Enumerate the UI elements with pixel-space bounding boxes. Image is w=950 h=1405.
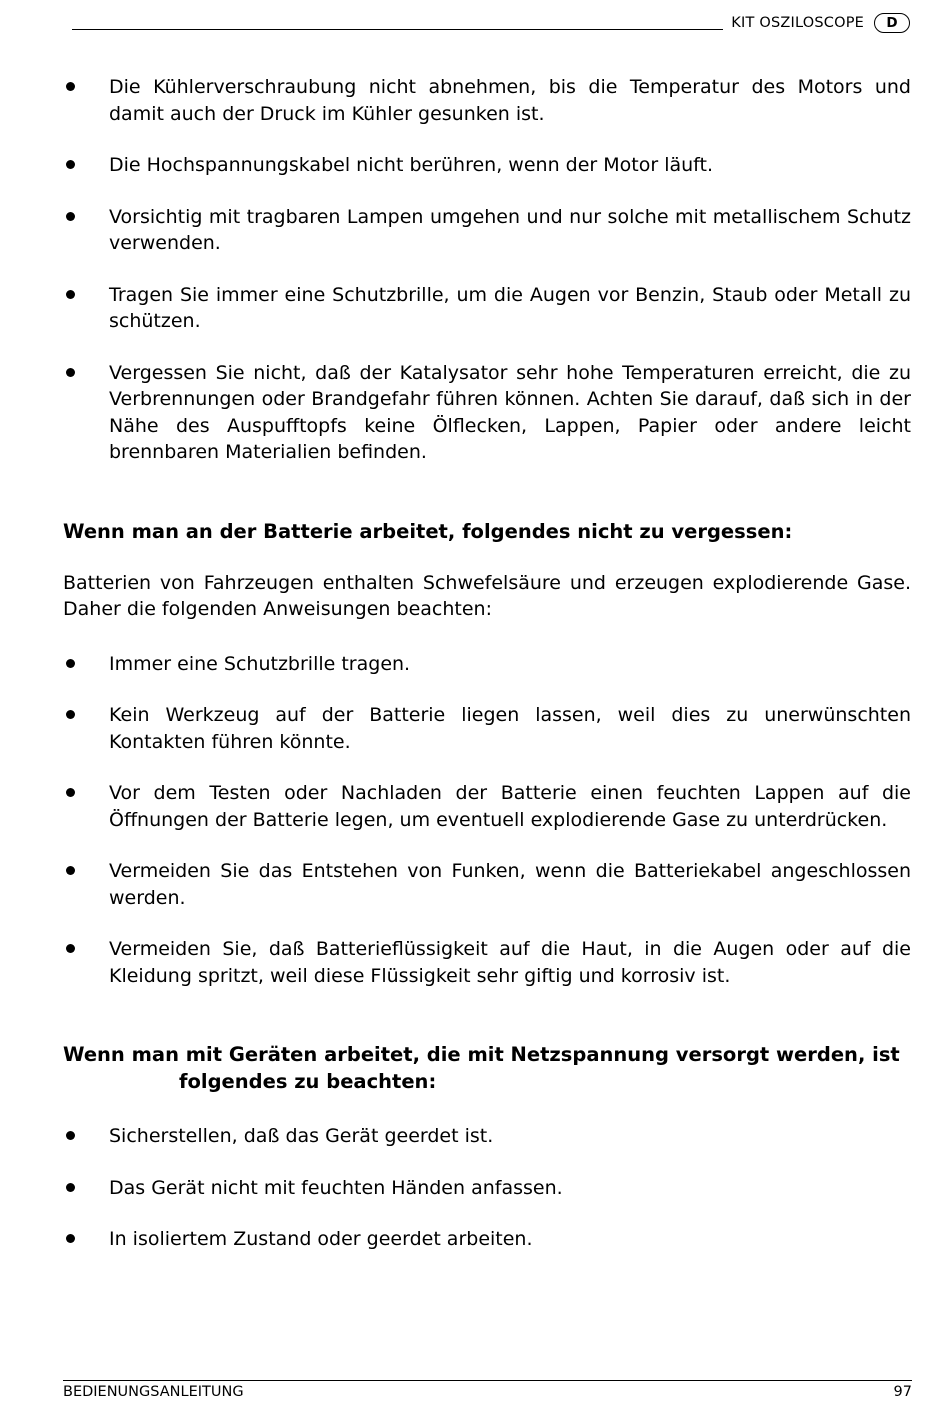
bullet-icon	[66, 368, 75, 377]
mains-heading-line1: Wenn man mit Geräten arbeitet, die mit Netzspannung versorgt werden, ist	[63, 1043, 900, 1066]
safety-list-general	[63, 74, 911, 466]
list-item-text: Vermeiden Sie das Entstehen von Funken, wenn die Batteriekabel angeschlossen werden.	[109, 860, 911, 909]
mains-section-heading	[63, 1041, 911, 1095]
list-item	[63, 282, 911, 335]
list-item	[63, 1226, 911, 1253]
list-item	[63, 651, 911, 678]
list-item	[63, 1123, 911, 1150]
header-rule	[72, 29, 723, 30]
list-item-text: Vor dem Testen oder Nachladen der Batterie einen feuchten Lappen auf die Öffnungen der Batterie legen, um eventuell explodierende Gase zu unterdrücken.	[109, 782, 911, 831]
list-item	[63, 204, 911, 257]
list-item-text: Vergessen Sie nicht, daß der Katalysator sehr hohe Temperaturen erreicht, die zu Verbrennungen oder Brandgefahr führen können. Achten Sie darauf, daß sich in der Nähe des Auspufftopfs keine Ölflecken, Lappen, Papier oder andere leicht brennbaren Materialien befinden.	[109, 361, 911, 463]
bullet-icon	[66, 944, 75, 953]
header-title: KIT OSZILOSCOPE	[731, 15, 864, 31]
list-item-text: Kein Werkzeug auf der Batterie liegen lassen, weil dies zu unerwünschten Kontakten führen könnte.	[109, 704, 911, 753]
list-item	[63, 1175, 911, 1202]
page-content	[63, 74, 911, 1253]
list-item-text: Immer eine Schutzbrille tragen.	[109, 652, 411, 675]
list-item-text: Das Gerät nicht mit feuchten Händen anfassen.	[109, 1176, 563, 1199]
list-item-text: Die Kühlerverschraubung nicht abnehmen, bis die Temperatur des Motors und damit auch der Druck im Kühler gesunken ist.	[109, 76, 911, 125]
safety-list-mains	[63, 1123, 911, 1253]
list-item	[63, 74, 911, 127]
bullet-icon	[66, 1183, 75, 1192]
battery-intro-paragraph: Batterien von Fahrzeugen enthalten Schwefelsäure und erzeugen explodierende Gase. Daher die folgenden Anweisungen beachten:	[63, 571, 911, 620]
bullet-icon	[66, 290, 75, 299]
list-item-text: Vermeiden Sie, daß Batterieflüssigkeit auf die Haut, in die Augen oder auf die Kleidung spritzt, weil diese Flüssigkeit sehr giftig und korrosiv ist.	[109, 938, 911, 987]
bullet-icon	[66, 1234, 75, 1243]
bullet-icon	[66, 1131, 75, 1140]
bullet-icon	[66, 866, 75, 875]
bullet-icon	[66, 788, 75, 797]
bullet-icon	[66, 659, 75, 668]
list-item	[63, 858, 911, 911]
language-badge: D	[874, 13, 910, 33]
list-item	[63, 936, 911, 989]
page-footer	[63, 1380, 912, 1400]
list-item	[63, 702, 911, 755]
list-item-text: In isoliertem Zustand oder geerdet arbeiten.	[109, 1228, 533, 1250]
page-number: 97	[893, 1384, 912, 1400]
list-item	[63, 780, 911, 833]
list-item	[63, 360, 911, 466]
bullet-icon	[66, 710, 75, 719]
bullet-icon	[66, 212, 75, 221]
list-item-text: Vorsichtig mit tragbaren Lampen umgehen und nur solche mit metallischem Schutz verwenden.	[109, 205, 911, 254]
footer-title: BEDIENUNGSANLEITUNG	[63, 1384, 244, 1400]
bullet-icon	[66, 82, 75, 91]
list-item-text: Tragen Sie immer eine Schutzbrille, um die Augen vor Benzin, Staub oder Metall zu schützen.	[109, 283, 911, 332]
list-item	[63, 152, 911, 179]
bullet-icon	[66, 160, 75, 169]
list-item-text: Sicherstellen, daß das Gerät geerdet ist.	[109, 1125, 494, 1147]
safety-list-battery	[63, 651, 911, 990]
battery-section-heading: Wenn man an der Batterie arbeitet, folgendes nicht zu vergessen:	[63, 519, 793, 543]
list-item-text: Die Hochspannungskabel nicht berühren, wenn der Motor läuft.	[109, 154, 714, 176]
mains-heading-line2: folgendes zu beachten:	[179, 1070, 437, 1093]
page-header	[72, 10, 910, 36]
